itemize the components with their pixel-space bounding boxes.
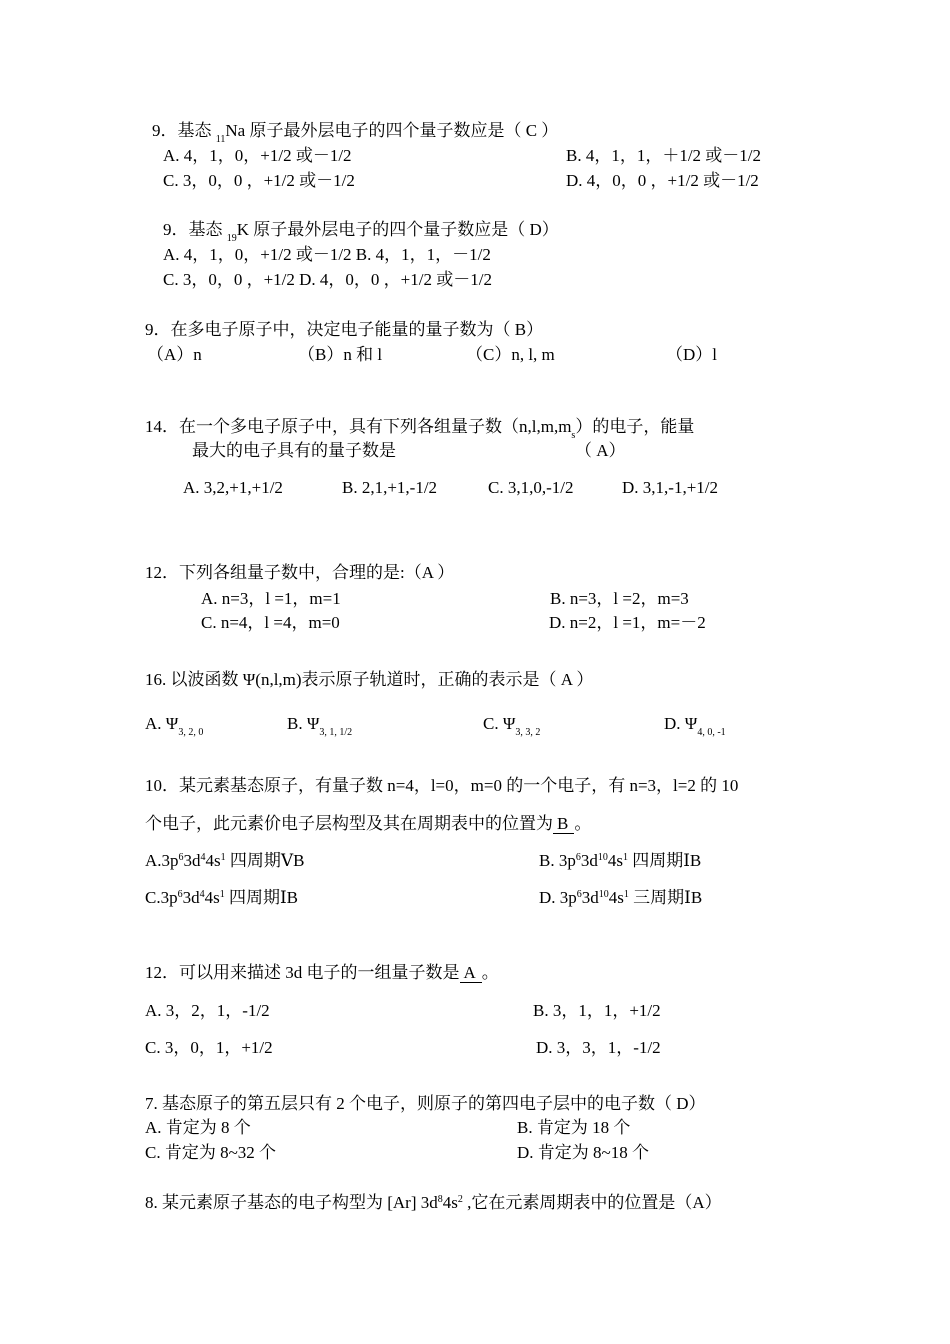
option-d: D. 肯定为 8~18 个 — [517, 1143, 649, 1162]
question-na-stem: 9．基态 $_{11}$Na 原子最外层电子的四个量子数应是（ C ） — [152, 121, 559, 145]
option-c: （C）n, l, m — [466, 345, 555, 364]
option-b: B. $\Psi_{3, 1, 1/2}$ — [287, 714, 353, 738]
question-12b-stem: 12．可以用来描述 3d 电子的一组量子数是 A 。 — [145, 963, 499, 982]
option-d: D. $\Psi_{4, 0, -1}$ — [664, 714, 726, 738]
option-b: B. n=3，l =2，m=3 — [550, 589, 689, 608]
option-c: C. 3，0，0 ，+1/2 或－1/2 — [163, 171, 355, 190]
option-b: B. 3，1，1，+1/2 — [533, 1001, 661, 1020]
option-c: C. n=4，l =4，m=0 — [201, 613, 340, 632]
options-line-2: C. 3，0，0 ，+1/2 D. 4，0，0 ，+1/2 或－1/2 — [163, 270, 492, 289]
option-d: D. 3,1,-1,+1/2 — [622, 478, 718, 497]
option-c: $C.3p^63d^44s^1$ 四周期ⅠB — [145, 888, 299, 907]
option-b: B. $3p^63d^{10}4s^1$ 四周期ⅠB — [539, 851, 702, 870]
question-14-stem: 14．在一个多电子原子中，具有下列各组量子数$(n,l,m,m_s)$的电子，能量 — [145, 417, 695, 441]
option-a: A. 4，1，0，+1/2 或－1/2 — [163, 146, 352, 165]
question-16-stem: 16. 以波函数 Ψ(n,l,m)表示原子轨道时，正确的表示是（ A ） — [145, 670, 594, 689]
question-energy-stem: 9．在多电子原子中，决定电子能量的量子数为（ B） — [145, 320, 544, 339]
question-10-stem-line-2: 个电子，此元素价电子层构型及其在周期表中的位置为 B 。 — [145, 814, 592, 833]
option-d: D. $3p^63d^{10}4s^1$ 三周期ⅠB — [539, 888, 703, 907]
option-b: （B）n 和 l — [298, 345, 383, 364]
option-c: C. $\Psi_{3, 3, 2}$ — [483, 714, 541, 738]
option-b: B. 2,1,+1,-1/2 — [342, 478, 438, 497]
option-c: C. 3,1,0,-1/2 — [488, 478, 574, 497]
option-b: B. 肯定为 18 个 — [517, 1118, 631, 1137]
option-b: B. 4，1，1，＋1/2 或－1/2 — [566, 146, 762, 165]
option-a: A. 3，2，1，-1/2 — [145, 1001, 270, 1020]
question-8-stem: 8. 某元素原子基态的电子构型为 [Ar] $3d^84s^2$ ,它在元素周期表中的位置是（A） — [145, 1193, 722, 1212]
question-10-stem: 10．某元素基态原子，有量子数 n=4，l=0，m=0 的一个电子，有 n=3，l=2 的 10 — [145, 776, 739, 795]
option-c: C. 肯定为 8~32 个 — [145, 1143, 277, 1162]
option-a: A. n=3，l =1，m=1 — [201, 589, 341, 608]
option-a: $A.3p^63d^44s^1$ 四周期ⅤB — [145, 851, 305, 870]
option-d: D. 4，0，0 ，+1/2 或－1/2 — [566, 171, 759, 190]
question-14-answer: （ A） — [575, 441, 626, 460]
option-a: A. $\Psi_{3, 2, 0}$ — [145, 714, 204, 738]
question-7-stem: 7. 基态原子的第五层只有 2 个电子，则原子的第四电子层中的电子数（ D） — [145, 1094, 706, 1113]
option-a: A. 肯定为 8 个 — [145, 1118, 251, 1137]
question-14-stem-line-2: 最大的电子具有的量子数是 — [192, 441, 396, 460]
option-d: D. n=2，l =1，m=－2 — [549, 613, 706, 632]
option-c: C. 3，0，1，+1/2 — [145, 1038, 273, 1057]
option-d: D. 3，3，1，-1/2 — [536, 1038, 661, 1057]
option-d: （D）l — [666, 345, 717, 364]
option-a: （A）n — [147, 345, 202, 364]
question-12a-stem: 12．下列各组量子数中，合理的是:（A ） — [145, 563, 455, 582]
question-k-stem: 9．基态 $_{19}$K 原子最外层电子的四个量子数应是（ D） — [163, 220, 559, 244]
answer-blank: B — [553, 815, 574, 834]
options-line-1: A. 4，1，0，+1/2 或－1/2 B. 4，1，1，－1/2 — [163, 245, 491, 264]
answer-blank: A — [460, 964, 482, 983]
option-a: A. 3,2,+1,+1/2 — [183, 478, 283, 497]
